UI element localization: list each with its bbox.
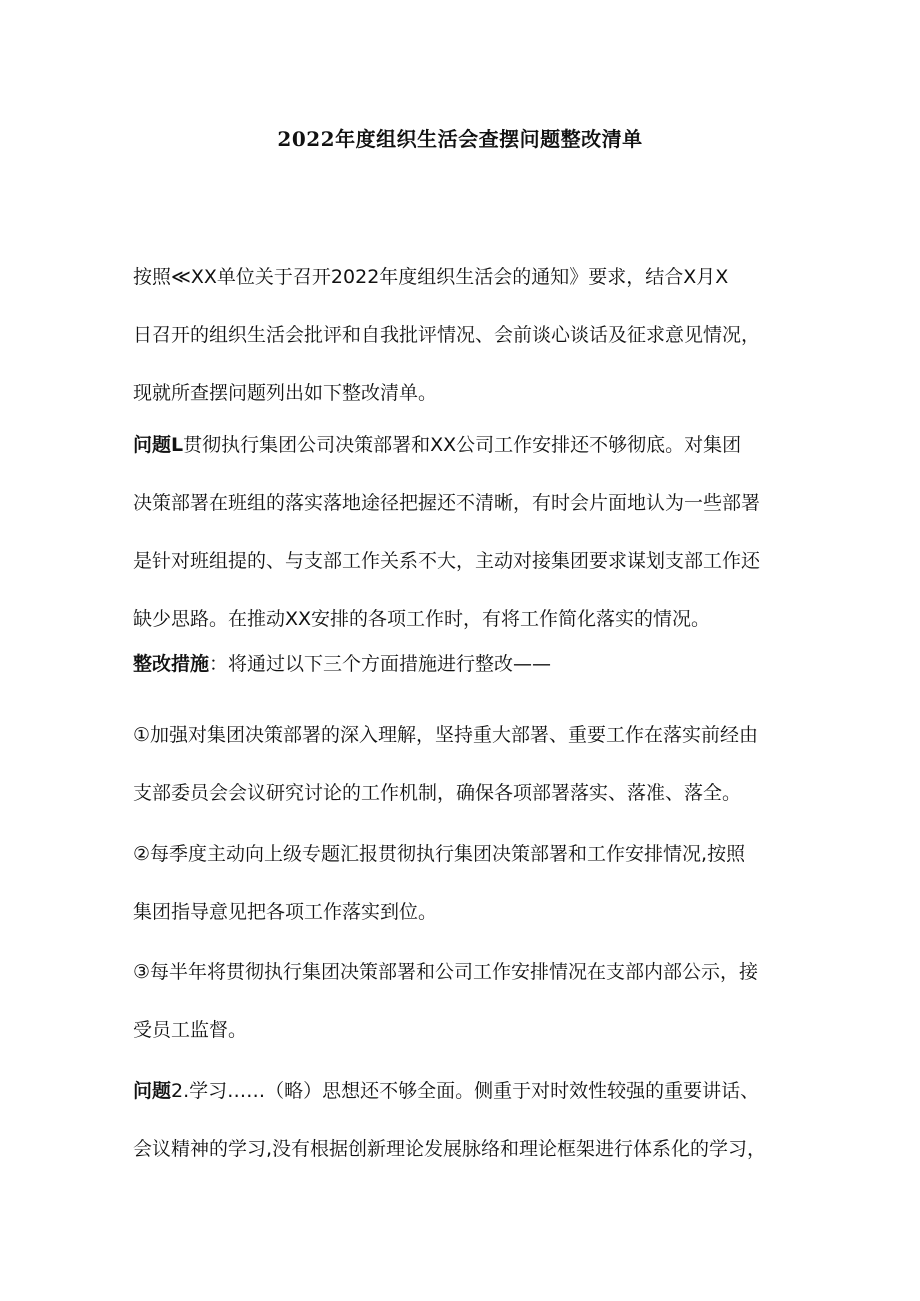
measures-label: 整改措施 [133, 653, 210, 675]
intro-paragraph [133, 248, 803, 422]
problem-2-line: 会议精神的学习,没有根据创新理论发展脉络和理论框架进行体系化的学习， [133, 1138, 767, 1160]
measure-1-paragraph [133, 706, 803, 822]
measure-2-line: 集团指导意见把各项工作落实到位。 [133, 901, 438, 923]
problem-1-label: 问题L [133, 434, 184, 456]
measure-2-paragraph [133, 825, 803, 941]
page-title: 2022年度组织生活会查摆问题整改清单 [277, 127, 643, 151]
measures-heading-paragraph [133, 635, 803, 693]
problem-2-label: 问题 [133, 1080, 172, 1102]
problem-2-first-line [133, 1062, 803, 1120]
problem-1-first-line [133, 416, 803, 474]
measure-2-line: ②每季度主动向上级专题汇报贯彻执行集团决策部署和工作安排情况,按照 [133, 843, 746, 865]
measure-1-line: 支部委员会会议研究讨论的工作机制，确保各项部署落实、落准、落全。 [133, 782, 742, 804]
measures-text: ：将通过以下三个方面措施进行整改—— [209, 653, 552, 675]
problem-1-text: 贯彻执行集团公司决策部署和XX公司工作安排还不够彻底。对集团 [183, 434, 742, 456]
measure-3-line: ③每半年将贯彻执行集团决策部署和公司工作安排情况在支部内部公示，接 [133, 961, 759, 983]
measure-3-paragraph [133, 943, 803, 1059]
problem-1-line: 决策部署在班组的落实落地途径把握还不清晰，有时会片面地认为一些部署 [133, 492, 761, 514]
measures-line [133, 635, 803, 693]
measure-3-line: 受员工监督。 [133, 1019, 248, 1041]
intro-line: 现就所查摆问题列出如下整改清单。 [133, 382, 438, 404]
intro-line: 按照≪XX单位关于召开2022年度组织生活会的通知》要求，结合X月X [133, 266, 729, 288]
problem-1-line: 缺少思路。在推动XX安排的各项工作时，有将工作简化落实的情况。 [133, 608, 711, 630]
problem-1-line: 是针对班组提的、与支部工作关系不大，主动对接集团要求谋划支部工作还 [133, 550, 761, 572]
problem-2-text: 2.学习……（略）思想还不够全面。侧重于对时效性较强的重要讲话、 [171, 1080, 760, 1102]
measure-1-line: ①加强对集团决策部署的深入理解，坚持重大部署、重要工作在落实前经由 [133, 724, 759, 746]
problem-1-paragraph [133, 416, 803, 648]
problem-2-paragraph [133, 1062, 803, 1178]
intro-line: 日召开的组织生活会批评和自我批评情况、会前谈心谈话及征求意见情况， [133, 324, 761, 346]
